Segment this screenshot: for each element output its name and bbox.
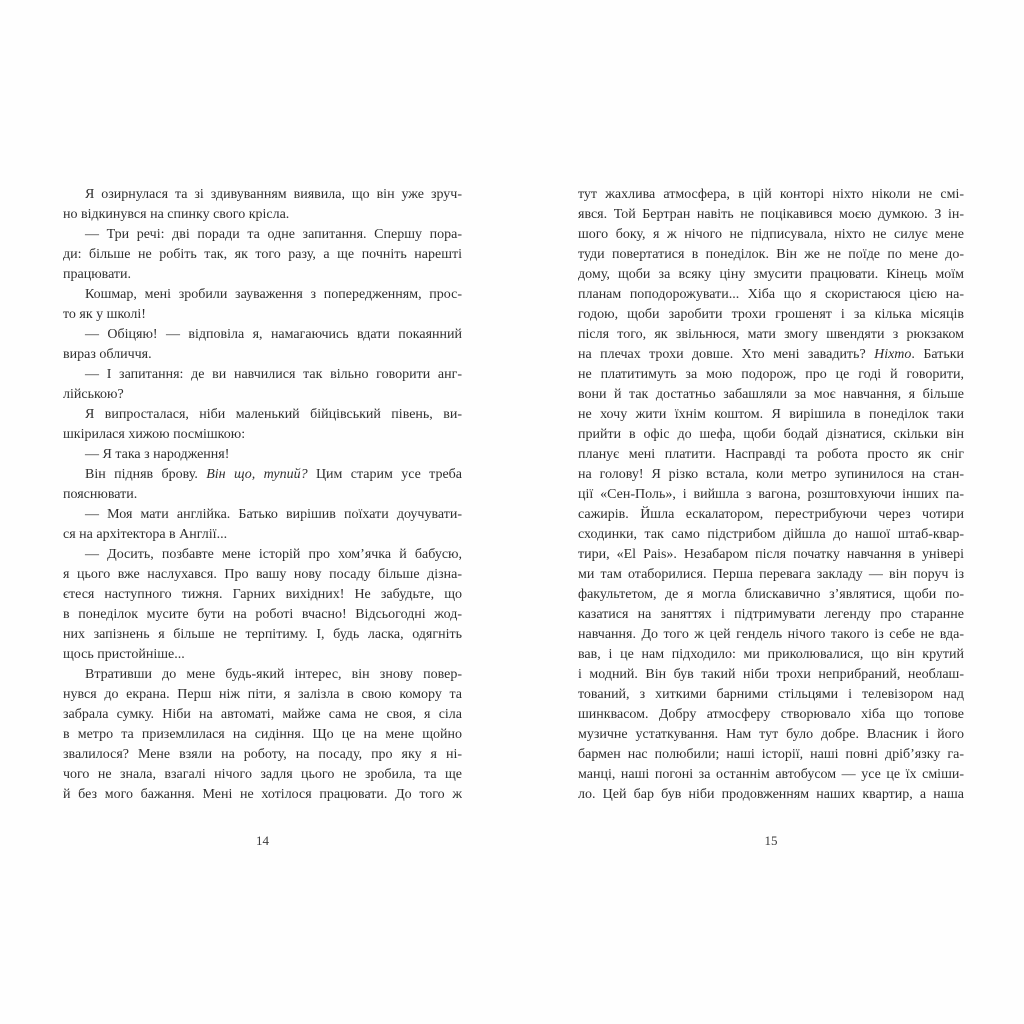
text-segment: планує мені платити. Насправді та робота просто як сніг [578,447,964,462]
text-line [63,445,462,465]
text-segment: тири, «El Pais». Незабаром після початку навчання в універі [578,547,964,562]
text-line [63,565,462,585]
page-right-number: 15 [764,833,778,848]
text-line [63,365,462,385]
text-segment: після того, як звільнюся, мати змогу швендяти з рюкзаком [578,327,964,342]
text-segment: них запізнень я більше не терпітиму. І, будь ласка, одягніть [63,627,462,642]
text-segment: на плечах трохи довше. Хто мені завадить? [578,347,875,362]
text-line [578,445,964,465]
text-line [578,645,964,665]
text-segment: тований, з хиткими барними стільцями і телевізором над [578,687,964,702]
text-segment: — Три речі: дві поради та одне запитання. Спершу пора- [85,227,462,242]
text-segment: прийти в офіс до шефа, щоби бодай дізнатися, скільки він [578,427,964,442]
text-line [63,545,462,565]
text-line [63,205,462,225]
text-line [63,405,462,425]
text-line [578,485,964,505]
text-line [63,505,462,525]
text-line [63,785,462,805]
text-line [63,705,462,725]
text-segment: і модний. Він був такий ніби трохи неприбраний, необлаш- [578,667,964,682]
text-line [63,265,462,285]
text-line [63,625,462,645]
text-line [63,745,462,765]
text-line [578,325,964,345]
text-segment: планам поподорожувати... Хіба що я скористаюся цією на- [578,287,964,302]
text-segment: тут жахлива атмосфера, в цій конторі ніхто ніколи не смі- [578,187,964,202]
text-line [578,425,964,445]
italic-text-segment: Ніхто [874,347,912,362]
text-line [63,185,462,205]
text-segment: пояснювати. [63,487,138,502]
text-line [578,265,964,285]
text-line [578,765,964,785]
text-segment: но відкинувся на спинку свого крісла. [63,207,290,222]
text-line [63,585,462,605]
text-line [578,665,964,685]
text-segment: — Обіцяю! — відповіла я, намагаючись вдати покаянний [85,327,462,342]
text-line [63,645,462,665]
text-line [63,325,462,345]
text-line [578,345,964,365]
text-line [63,305,462,325]
text-line [578,385,964,405]
text-segment: Кошмар, мені зробили зауваження з попередженням, прос- [85,287,462,302]
text-line [578,625,964,645]
text-line [63,285,462,305]
text-line [578,685,964,705]
page-left-text [63,185,462,805]
text-line [578,465,964,485]
text-segment: вони й так достатньо забашляли за моє навчання, я більше [578,387,964,402]
text-line [63,345,462,365]
text-segment: Він підняв брову. [85,467,207,482]
text-line [578,565,964,585]
text-segment: факультетом, де я могла блискавично з’являтися, щоби по- [578,587,964,602]
text-segment: то як у школі! [63,307,146,322]
text-segment: ми там отаборилися. Перша перевага закладу — він поруч із [578,567,964,582]
text-line [578,605,964,625]
text-segment: музичне устаткування. Нам тут було добре. Власник і його [578,727,964,742]
text-segment: навчання. До того ж цей гендель нічого такого із себе не вда- [578,627,964,642]
text-segment: звалилося? Мене взяли на роботу, на посаду, про яку я ні- [63,747,462,762]
text-line [63,425,462,445]
text-line [578,745,964,765]
text-segment: забрала сумку. Ніби на автоматі, майже сама не своя, я сіла [63,707,462,722]
text-line [578,185,964,205]
text-segment: шкірилася хижою посмішкою: [63,427,246,442]
text-segment: манці, наші погоні за останнім автобусом — усе це їх сміши- [578,767,964,782]
text-line [63,245,462,265]
text-segment: ся на архітектора в Англії... [63,527,228,542]
text-segment: чого не знала, взагалі нічого задля цього не зробила, та ще [63,767,462,782]
text-line [63,525,462,545]
text-line [578,585,964,605]
text-segment: казатися на заняттях і підтримувати легенду про старанне [578,607,964,622]
text-line [578,545,964,565]
text-line [63,465,462,485]
text-segment: вираз обличчя. [63,347,152,362]
text-segment: . Батьки [911,347,964,362]
text-segment: ло. Цей бар був ніби продовженням наших квартир, а наша [578,787,964,802]
text-segment: нувся до екрана. Перш ніж піти, я залізла в свою комору та [63,687,462,702]
italic-text-segment: Він що, тупий? [206,467,308,482]
text-segment: — Моя мати англійка. Батько вирішив поїхати доучувати- [85,507,462,522]
text-line [578,285,964,305]
text-segment: Втративши до мене будь-який інтерес, він знову повер- [85,667,462,682]
text-line [578,705,964,725]
text-segment: єтеся наступного тижня. Гарних вихідних! Не забудьте, що [63,587,462,602]
text-line [578,225,964,245]
text-segment: — Досить, позбавте мене історій про хом’ячка й бабусю, [85,547,462,562]
text-segment: вав, і це нам підходило: ми приколювалися, що він крутий [578,647,964,662]
text-line [63,765,462,785]
text-segment: я цього вже наслухався. Про вашу нову посаду більше дізна- [63,567,462,582]
text-line [578,365,964,385]
text-segment: в метро та приземлилася на сидіння. Що це на мене щойно [63,727,462,742]
text-segment: в понеділок мусите бути на роботі вчасно! Відсьогодні жод- [63,607,462,622]
text-segment: ції «Сен-Поль», і вийшла з вагона, розштовхуючи інших па- [578,487,964,502]
text-segment: — Я така з народження! [85,447,230,462]
text-segment: сажирів. Йшла ескалатором, перестрибуючи через чотири [578,507,964,522]
text-segment: на голову! Я різко встала, коли метро зупинилося на стан- [578,467,964,482]
text-segment: ди: більше не робіть так, як того разу, а ще почніть нарешті [63,247,462,262]
text-line [63,685,462,705]
text-line [578,305,964,325]
page-right-text [578,185,964,805]
text-segment: явся. Той Бертран навіть не поцікавився моєю думкою. З ін- [578,207,964,222]
text-segment: дому, щоби за всяку ціну змусити працювати. Кінець моїм [578,267,964,282]
text-segment: Цим старим усе треба [307,467,462,482]
text-segment: Я випросталася, ніби маленький бійцівський півень, ви- [85,407,462,422]
text-line [578,785,964,805]
text-line [578,505,964,525]
text-segment: годою, щоби заробити трохи грошенят і за кілька місяців [578,307,964,322]
text-segment: шинквасом. Добру атмосферу створювало хіба що топове [578,707,964,722]
text-segment: не платитимуть за мою подорож, про це годі й говорити, [578,367,964,382]
text-segment: не хочу жити їхнім коштом. Я вирішила в понеділок таки [578,407,964,422]
text-line [63,725,462,745]
text-segment: Я озирнулася та зі здивуванням виявила, що він уже зруч- [85,187,462,202]
text-segment: працювати. [63,267,132,282]
text-segment: й без мого бажання. Мені не хотілося працювати. До того ж [63,787,462,802]
text-line [63,665,462,685]
text-line [63,385,462,405]
text-segment: — І запитання: де ви навчилися так вільно говорити анг- [85,367,462,382]
text-line [63,605,462,625]
text-line [578,525,964,545]
text-line [578,405,964,425]
text-segment: шого боку, я ж нічого не підписувала, ніхто не силує мене [578,227,964,242]
text-segment: щось пристойніше... [63,647,185,662]
text-segment: туди повертатися в понеділок. Він же не поїде по мене до- [578,247,964,262]
text-line [63,225,462,245]
text-line [578,245,964,265]
text-segment: сходинки, так само підстрибом дійшла до нашої штаб-квар- [578,527,964,542]
page-left-number: 14 [256,833,269,848]
text-segment: бармен нас полюбили; наші історії, наші повні дріб’язку га- [578,747,964,762]
text-line [63,485,462,505]
text-line [578,725,964,745]
text-line [578,205,964,225]
text-segment: лійською? [63,387,124,402]
